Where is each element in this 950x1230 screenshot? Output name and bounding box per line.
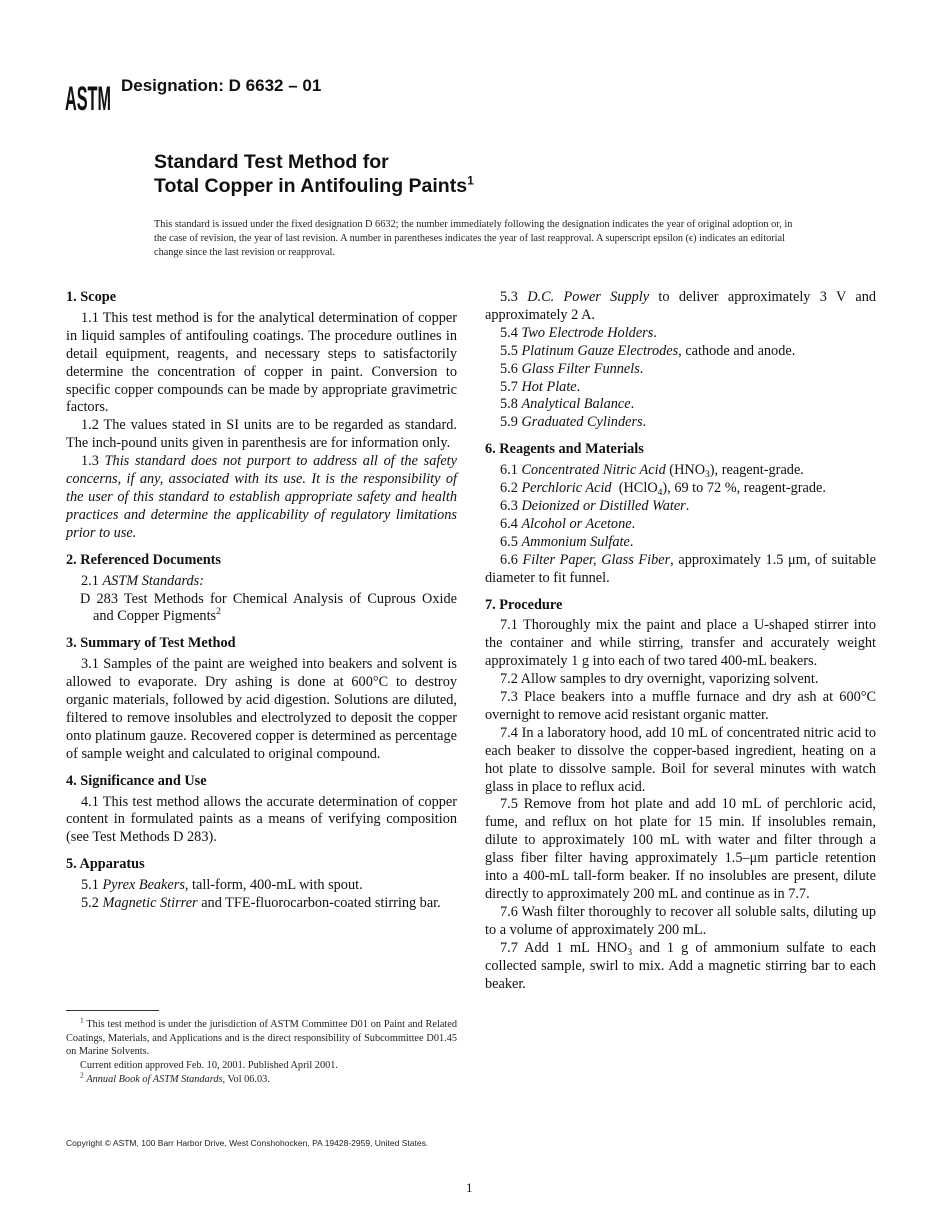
item-description: , cathode and anode. [678, 342, 796, 359]
item-number: 6.3 [500, 497, 522, 514]
item-number: 5.9 [500, 414, 522, 431]
item-description: ), 69 to 72 %, reagent-grade. [662, 480, 826, 497]
item-name: D.C. Power Supply [527, 289, 650, 305]
title-footnote-mark: 1 [467, 173, 474, 188]
item-number: 5.7 [500, 378, 522, 395]
item-description: . [629, 533, 634, 550]
reagent-item [485, 552, 876, 588]
item-description: ), reagent-grade. [709, 462, 804, 479]
reagent-item [485, 480, 876, 498]
reference-footnote-mark: 2 [216, 607, 221, 618]
item-description: and TFE-fluorocarbon-coated stirring bar. [197, 895, 441, 912]
item-description: . [631, 515, 636, 532]
item-number: 5.1 [81, 877, 103, 894]
item-name: Alcohol or Acetone [521, 515, 632, 532]
formula-subscript: 3 [627, 947, 633, 958]
item-name: Glass Filter Funnels [521, 360, 640, 377]
item-description: . [639, 360, 644, 377]
item-description: , tall-form, 400-mL with spout. [184, 877, 363, 894]
apparatus-item [485, 343, 876, 361]
chemical-formula: (HClO [611, 480, 658, 497]
footnote-text: , Vol 06.03. [222, 1073, 270, 1085]
paragraph-1-2: 1.2 The values stated in SI units are to be regarded as standard. The inch-pound units given in parenthesis are for information only. [66, 417, 457, 452]
item-name: Analytical Balance [521, 396, 631, 413]
formula-subscript: 3 [705, 470, 710, 481]
footnote-mark: 2 [80, 1070, 84, 1080]
item-description: . [653, 324, 657, 341]
item-name: Concentrated Nitric Acid [521, 462, 666, 479]
item-name: Hot Plate [521, 378, 577, 395]
paragraph-7-4: 7.4 In a laboratory hood, add 10 mL of concentrated nitric acid to each beaker to dissolve the copper-based ingredient, heating on a hot plate to dissolve sample. Boil for several minutes with watch glass in place to reflux acid. [485, 724, 876, 795]
right-column [485, 289, 876, 993]
item-number: 5.5 [500, 342, 522, 359]
apparatus-item [66, 877, 457, 895]
reagent-item [485, 498, 876, 516]
item-number: 6.6 [500, 551, 523, 568]
formula-subscript: 4 [657, 488, 663, 499]
item-name: Pyrex Beakers [102, 877, 185, 894]
paragraph-text: and 1 g of ammonium sulfate to each collected sample, swirl to mix. Add a magnetic stirring bar to each beaker. [485, 939, 876, 992]
paragraph-7-1: 7.1 Thoroughly mix the paint and place a U-shaped stirrer into the container and while stirring, transfer and accurately weight approximately 1 g into each of two tared 400-mL beakers. [485, 617, 876, 670]
footnote-mark: 1 [80, 1015, 84, 1025]
section-heading-procedure: 7. Procedure [485, 596, 563, 613]
item-description: . [685, 497, 690, 514]
apparatus-item [66, 895, 457, 913]
item-name: Perchloric Acid [521, 480, 612, 497]
apparatus-item [485, 396, 876, 414]
item-number: 5.8 [500, 396, 522, 413]
footnote-2 [66, 1070, 457, 1087]
apparatus-item [485, 325, 876, 343]
item-name: Graduated Cylinders [521, 414, 643, 431]
section-heading-summary: 3. Summary of Test Method [66, 635, 236, 652]
safety-statement: This standard does not purport to address all of the safety concerns, if any, associated with its use. It is the responsibility of the user of this standard to establish appropriate safety and health practices and determine the applicability of regulatory limitations prior to use. [66, 453, 457, 541]
item-description: . [642, 414, 647, 431]
apparatus-item [485, 289, 876, 325]
reference-text: D 283 Test Methods for Chemical Analysis of Cuprous Oxide and Copper Pigments [80, 590, 457, 625]
footnotes [66, 1015, 457, 1087]
page-number: 1 [466, 1180, 473, 1195]
reagent-item [485, 516, 876, 534]
section-heading-scope: 1. Scope [66, 289, 117, 305]
apparatus-item [485, 361, 876, 379]
paragraph-number: 1.3 [81, 453, 105, 470]
paragraph-7-2: 7.2 Allow samples to dry overnight, vaporizing solvent. [500, 671, 819, 688]
document-title [154, 150, 474, 198]
item-number: 5.3 [500, 289, 528, 305]
item-number: 6.1 [500, 462, 522, 479]
paragraph-number: 2.1 [81, 572, 103, 589]
item-description: . [630, 396, 635, 413]
title-line-2: Total Copper in Antifouling Paints [154, 175, 468, 197]
footnote-edition: Current edition approved Feb. 10, 2001. Published April 2001. [80, 1060, 338, 1072]
item-number: 5.6 [500, 360, 522, 377]
footnote-1 [66, 1015, 457, 1059]
item-description: , approximately 1.5 μm, of suitable diameter to fit funnel. [485, 551, 877, 586]
paragraph-1-1: 1.1 This test method is for the analytical determination of copper in liquid samples of antifouling coatings. The procedure outlines in detail equipment, reagents, and necessary steps to satisfactorily determine the concentration of copper in paint. Conversion to specific copper compounds can be made by appropriate gravimetric factors. [66, 309, 457, 416]
issuance-notice: This standard is issued under the fixed designation D 6632; the number immediately following the designation indicates the year of original adoption or, in the case of revision, the year of last revision. A number in parentheses indicates the year of last reapproval. A superscript epsilon (ϵ) indicates an editorial change since the last revision or reapproval. [154, 219, 793, 258]
copyright-line: Copyright © ASTM, 100 Barr Harbor Drive, West Conshohocken, PA 19428-2959, United States. [66, 1138, 429, 1148]
item-number: 5.4 [500, 324, 522, 341]
section-heading-significance: 4. Significance and Use [66, 772, 207, 789]
item-name: Filter Paper, Glass Fiber [522, 551, 671, 568]
reference-d283 [66, 591, 457, 627]
paragraph-2-1 [66, 573, 457, 591]
paragraph-7-6: 7.6 Wash filter thoroughly to recover all soluble salts, diluting up to a volume of approximately 200 mL. [485, 903, 876, 938]
paragraph-text: 7.7 Add 1 mL HNO [500, 939, 628, 956]
footnote-text: This test method is under the jurisdiction of ASTM Committee D01 on Paint and Related Coatings, Materials, and Applications and is the direct responsibility of Subcommittee D01.45 on Marine Solvents. [66, 1019, 457, 1058]
apparatus-item [485, 379, 876, 397]
item-number: 6.5 [500, 533, 522, 550]
item-name: Magnetic Stirrer [102, 895, 198, 912]
item-name: Platinum Gauze Electrodes [521, 342, 679, 359]
item-number: 6.4 [500, 515, 522, 532]
item-description: . [576, 378, 581, 395]
paragraph-3-1: 3.1 Samples of the paint are weighed into beakers and solvent is allowed to evaporate. Dry ashing is done at 600°C to destroy organic materials, followed by acid digestion. Solutions are diluted, filtered to remove insolubles and electrolyzed to deposit the copper onto platinum gauze. Recovered copper is determined as percentage of sample weight and calculated to original compound. [66, 656, 457, 762]
apparatus-item [485, 414, 876, 432]
footnote-divider [66, 1010, 159, 1011]
paragraph-7-5: 7.5 Remove from hot plate and add 10 mL of perchloric acid, fume, and reflux on hot plate for 15 min. If insolubles remain, dilute to approximately 100 mL with water and filter through a glass fiber filter having approximately 1.5–μm particle retention into a 400-mL tall-form beaker. If no insolubles are present, dilute directly to approximately 200 mL and continue as in 7.7. [485, 796, 876, 902]
astm-standards-label: ASTM Standards: [102, 572, 204, 589]
designation: Designation: D 6632 – 01 [121, 76, 322, 95]
paragraph-7-7 [485, 940, 876, 994]
section-heading-apparatus: 5. Apparatus [66, 856, 145, 873]
paragraph-7-3: 7.3 Place beakers into a muffle furnace and dry ash at 600°C overnight to remove acid resistant organic matter. [485, 689, 876, 723]
item-number: 5.2 [81, 895, 103, 912]
section-heading-referenced-documents: 2. Referenced Documents [66, 551, 221, 568]
reagent-item [485, 534, 876, 552]
footnote-book-title: Annual Book of ASTM Standards [86, 1073, 223, 1085]
item-name: Two Electrode Holders [521, 324, 654, 341]
title-line-1: Standard Test Method for [154, 151, 389, 173]
item-name: Ammonium Sulfate [521, 533, 630, 550]
section-heading-reagents: 6. Reagents and Materials [485, 441, 644, 458]
chemical-formula: (HNO [665, 462, 706, 479]
item-name: Deionized or Distilled Water [521, 497, 686, 514]
item-description: to deliver approximately 3 V and approximately 2 A. [485, 289, 876, 323]
paragraph-4-1: 4.1 This test method allows the accurate determination of copper content in formulated paints as a means of verifying composition (see Test Methods D 283). [66, 793, 457, 846]
astm-logo [64, 74, 112, 116]
reagent-item [485, 462, 876, 480]
left-column [66, 289, 457, 913]
paragraph-1-3 [66, 453, 457, 543]
astm-logo-text: ASTM [65, 80, 111, 118]
item-number: 6.2 [500, 480, 522, 497]
